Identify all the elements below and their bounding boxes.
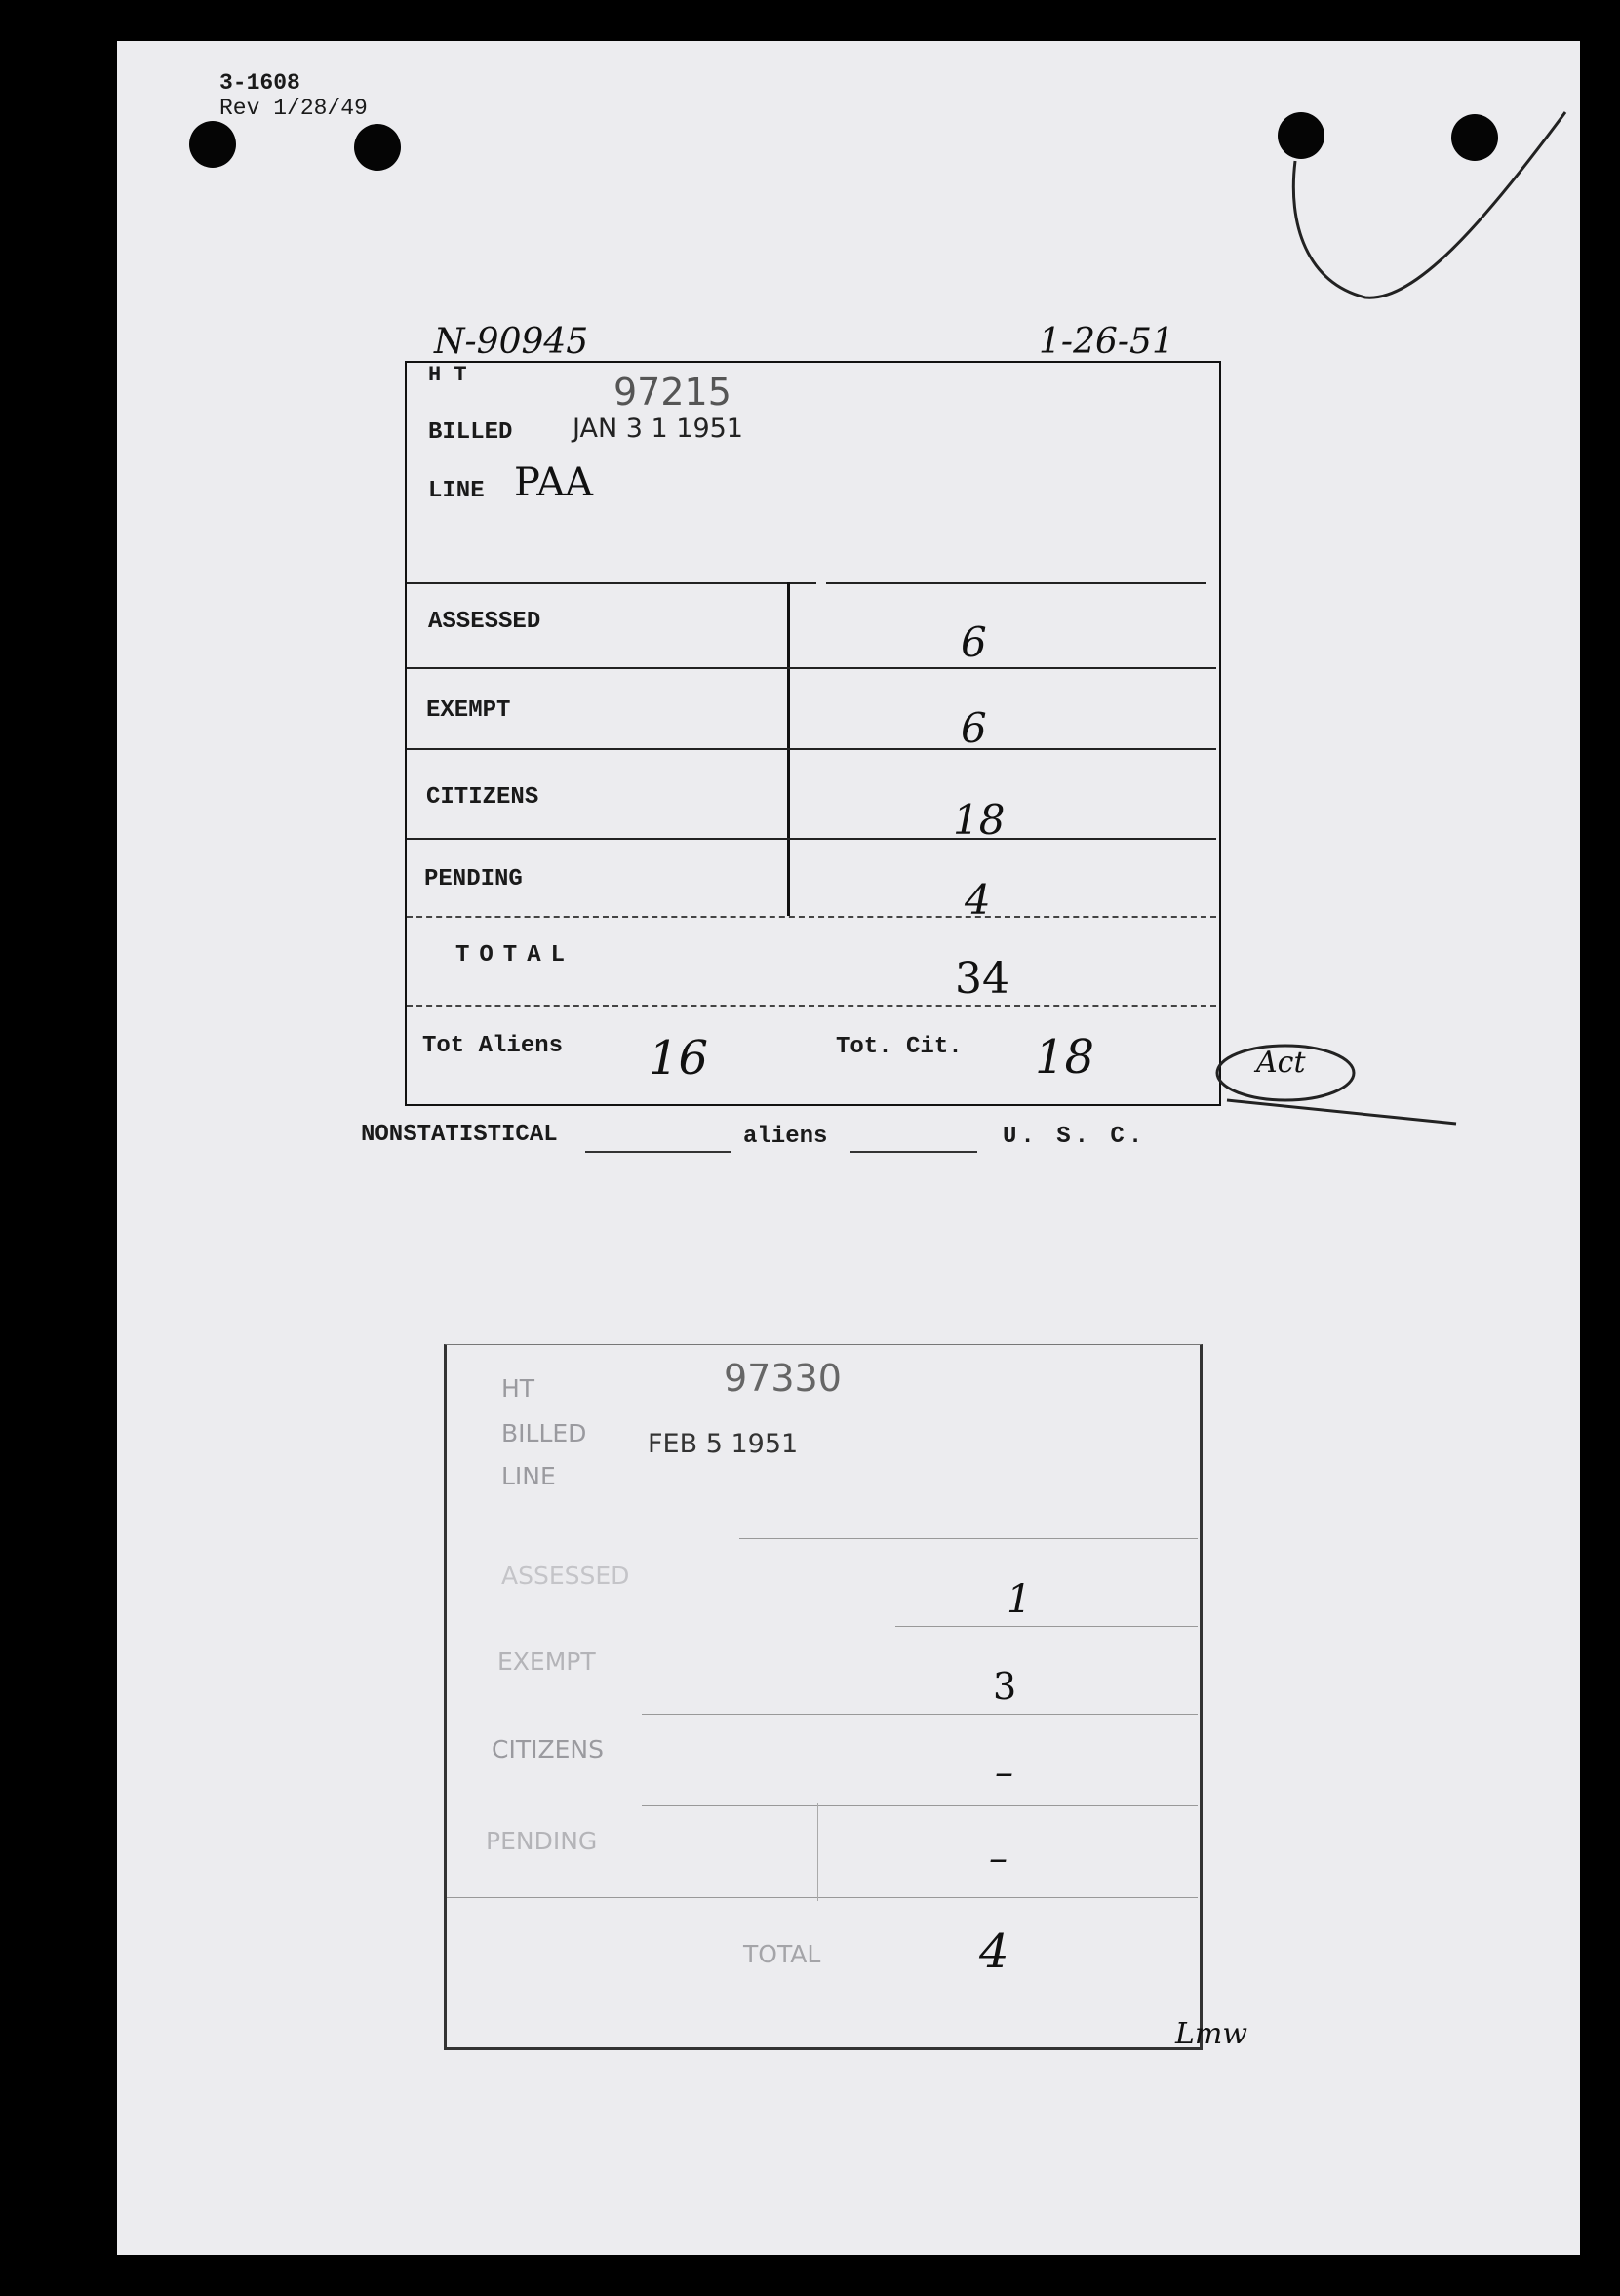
- card2-citizens-value: –: [995, 1751, 1013, 1794]
- total-label: TOTAL: [455, 942, 575, 969]
- card1-date: 1-26-51: [1039, 322, 1174, 362]
- card2-billed-date: FEB 5 1951: [648, 1429, 799, 1459]
- card2-ht-number: 97330: [724, 1357, 842, 1400]
- line-value: PAA: [514, 460, 594, 505]
- nonstatistical-label: NONSTATISTICAL: [361, 1122, 558, 1148]
- card2-total-value: 4: [979, 1924, 1009, 1979]
- assessed-label: ASSESSED: [428, 609, 541, 635]
- tot-cit-label: Tot. Cit.: [836, 1034, 963, 1060]
- card2-ht-label: HT: [501, 1374, 535, 1403]
- exempt-label: EXEMPT: [426, 697, 511, 724]
- punch-hole-1: [189, 121, 236, 168]
- aliens-label: aliens: [743, 1124, 828, 1150]
- card2-citizens-label: CITIZENS: [492, 1735, 604, 1763]
- card2-total-label: TOTAL: [743, 1940, 821, 1968]
- initials-circle: [1207, 1034, 1461, 1131]
- card2-assessed-value: 1: [1007, 1577, 1032, 1622]
- total-value: 34: [955, 954, 1009, 1004]
- usc-label: U. S. C.: [1003, 1124, 1147, 1150]
- manifest-card-1: [405, 361, 1221, 1106]
- pending-value: 4: [965, 876, 991, 924]
- card2-exempt-value: 3: [993, 1665, 1017, 1708]
- tot-aliens-value: 16: [649, 1031, 709, 1086]
- initials: Act: [1256, 1046, 1306, 1080]
- tot-cit-value: 18: [1035, 1030, 1095, 1085]
- card2-assessed-label: ASSESSED: [501, 1562, 630, 1590]
- assessed-value: 6: [961, 618, 987, 666]
- pending-label: PENDING: [424, 866, 523, 892]
- manifest-card-2: [444, 1344, 1203, 2050]
- exempt-value: 6: [961, 704, 987, 752]
- form-revision: Rev 1/28/49: [219, 96, 368, 121]
- citizens-label: CITIZENS: [426, 784, 539, 811]
- citizens-value: 18: [953, 796, 1006, 844]
- check-mark-icon: [1287, 107, 1580, 312]
- form-number: 3-1608: [219, 70, 300, 96]
- card2-line-label: LINE: [501, 1462, 556, 1490]
- line-label: LINE: [428, 478, 485, 504]
- ht-label: H T: [428, 363, 467, 387]
- punch-hole-2: [354, 124, 401, 171]
- card2-pending-value: –: [989, 1837, 1008, 1880]
- card2-exempt-label: EXEMPT: [497, 1647, 596, 1676]
- card2-pending-label: PENDING: [486, 1827, 598, 1855]
- tot-aliens-label: Tot Aliens: [422, 1033, 564, 1059]
- ht-number: 97215: [613, 371, 731, 414]
- file-number: N-90945: [434, 322, 589, 362]
- card2-initials: Lmw: [1175, 2017, 1248, 2051]
- billed-date: JAN 3 1 1951: [573, 414, 743, 444]
- billed-label: BILLED: [428, 419, 513, 446]
- card2-billed-label: BILLED: [501, 1419, 587, 1447]
